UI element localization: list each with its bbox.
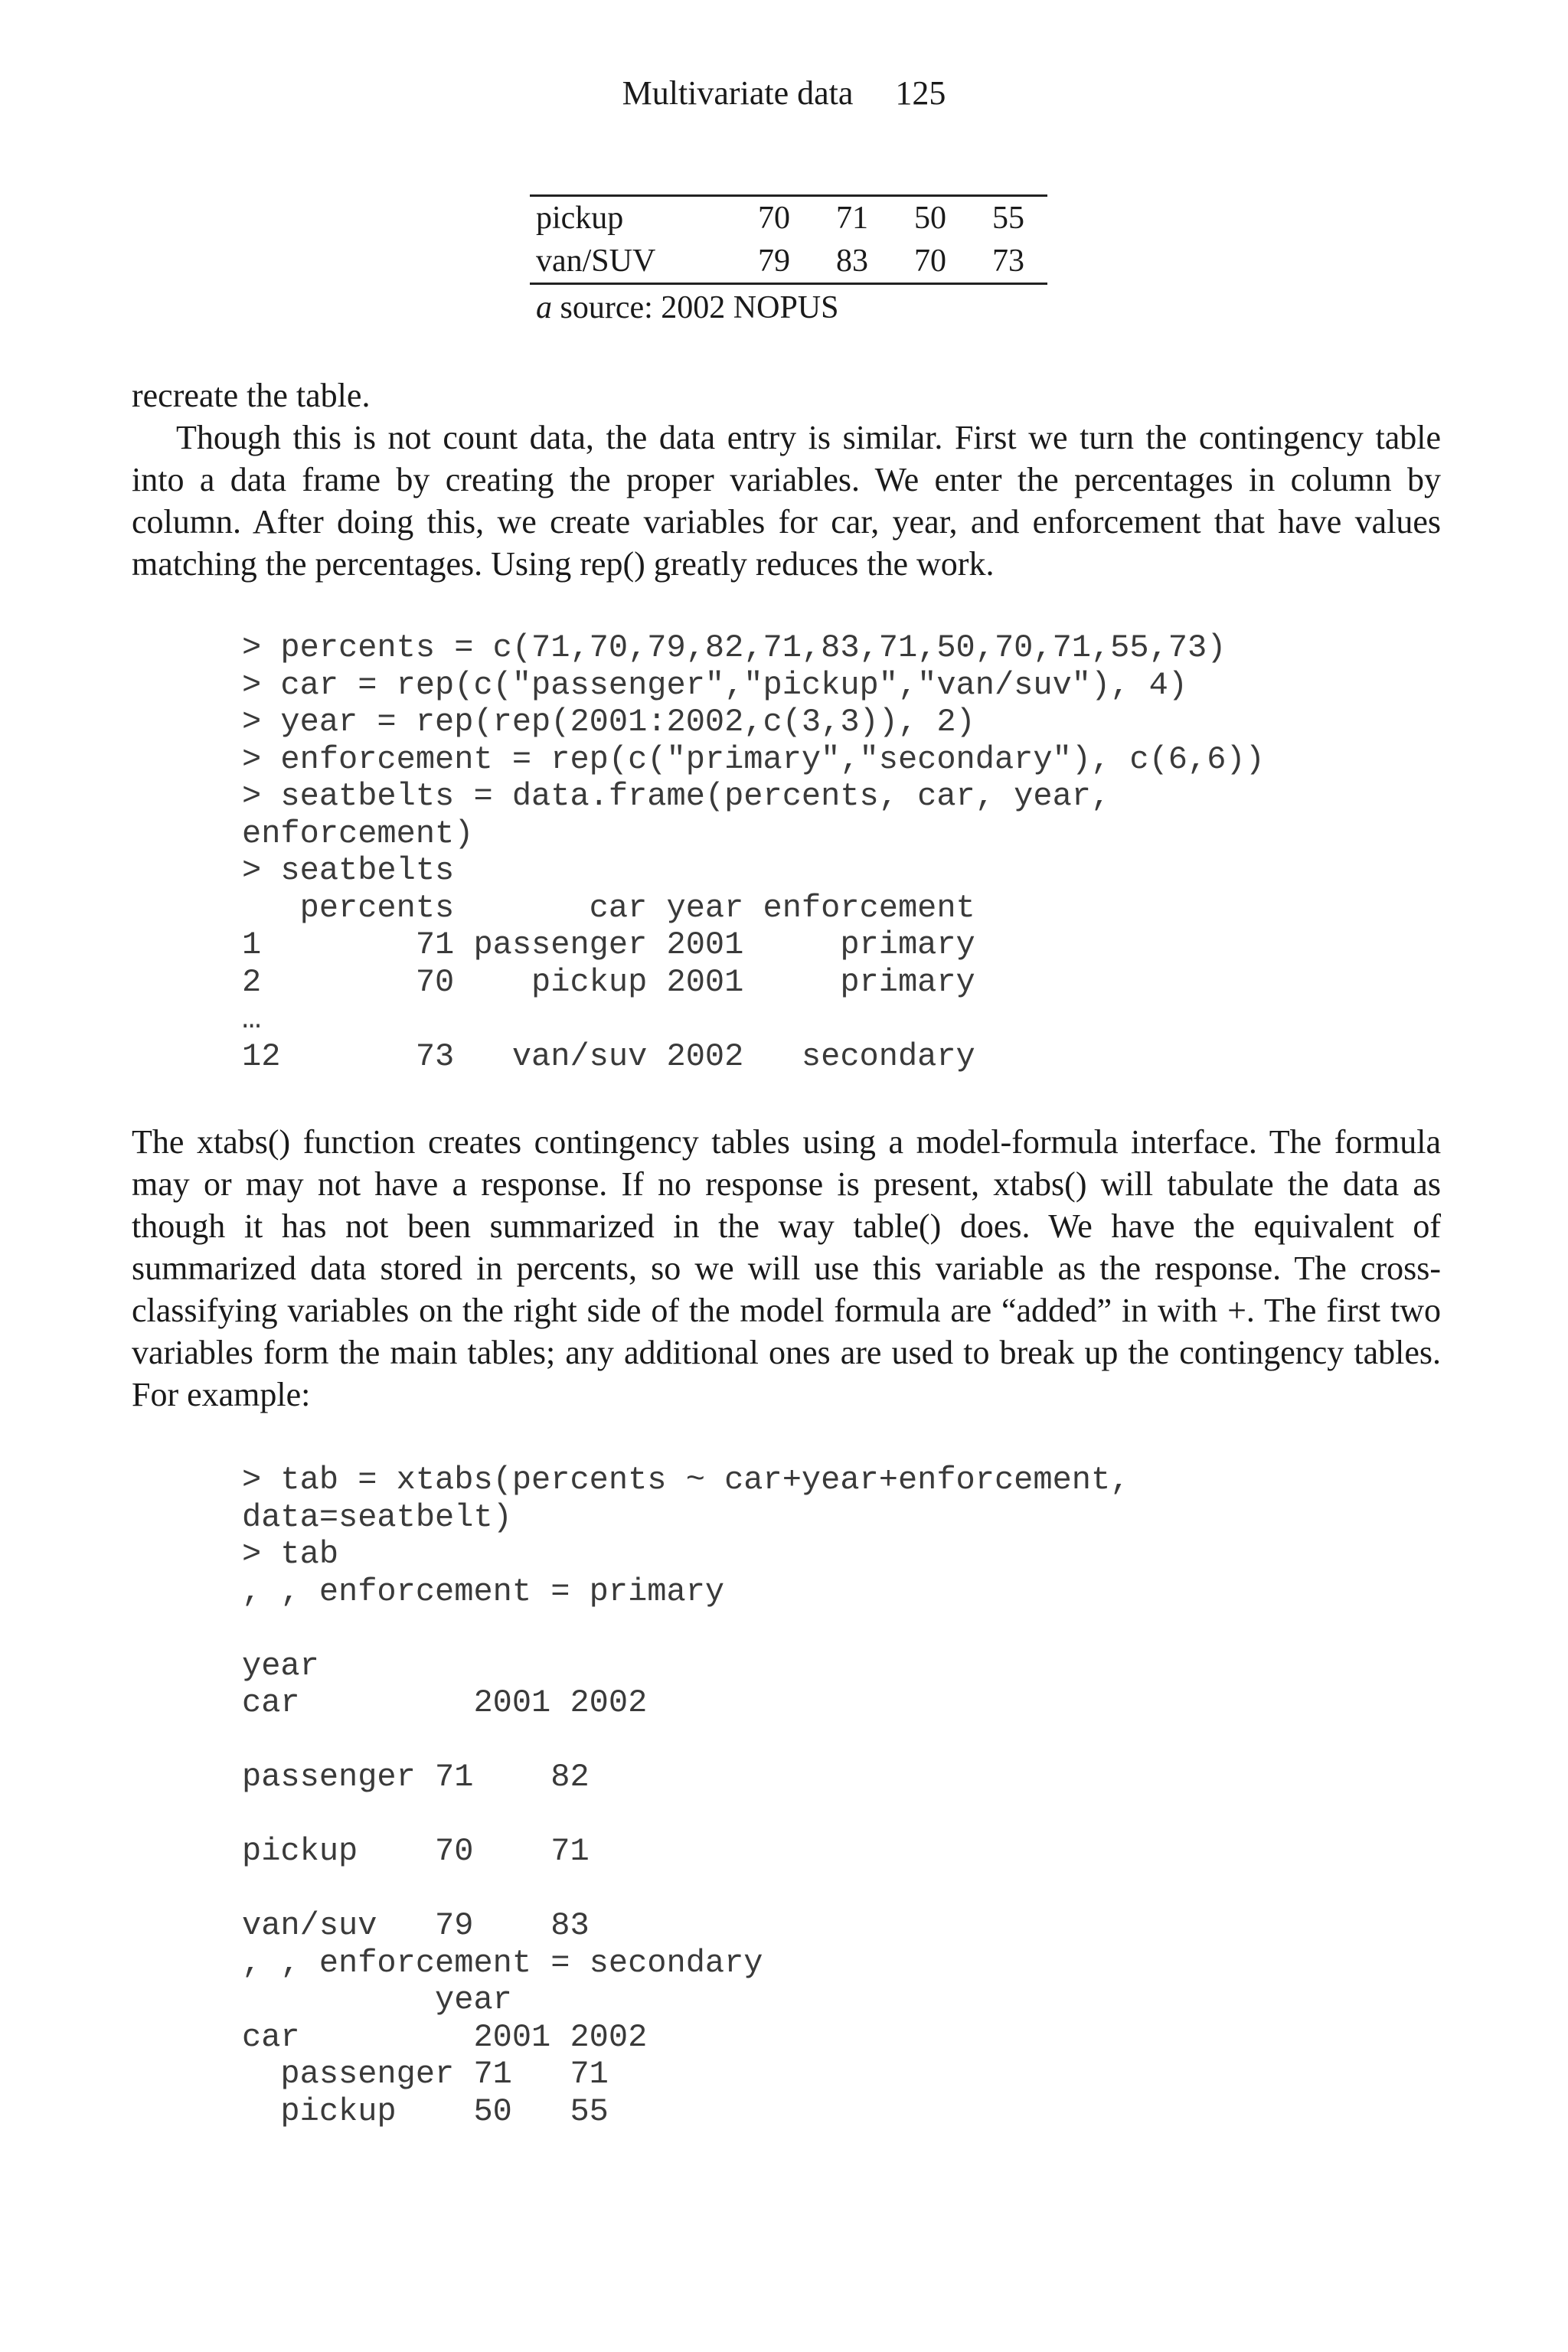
table-cell: 55	[969, 196, 1047, 240]
code-line	[242, 1870, 1129, 1908]
code-line: passenger 71 82	[242, 1759, 590, 1795]
footnote-marker: a	[536, 290, 552, 325]
code-block-dataframe	[242, 629, 1265, 1075]
nopus-table-fragment	[530, 194, 1047, 285]
footnote-text: source: 2002 NOPUS	[552, 290, 839, 325]
row-label: pickup	[530, 196, 735, 240]
code-line: > year = rep(rep(2001:2002,c(3,3)), 2)	[242, 704, 975, 740]
code-line: 2 70 pickup 2001 primary	[242, 963, 975, 1001]
table-source-note	[536, 286, 839, 329]
row-label: van/SUV	[530, 240, 735, 284]
table-cell: 70	[735, 196, 813, 240]
code-line: enforcement)	[242, 815, 474, 852]
table-cell: 73	[969, 240, 1047, 284]
table-row	[530, 240, 1047, 284]
code-line: percents car year enforcement	[242, 889, 975, 926]
code-line: pickup 70 71	[242, 1833, 590, 1870]
code-line: pickup 50 55	[242, 2092, 609, 2130]
code-line: car 2001 2002	[242, 2018, 648, 2056]
code-line: van/suv 79 83	[242, 1907, 590, 1944]
code-line: , , enforcement = primary	[242, 1573, 725, 1610]
table-cell: 71	[813, 196, 891, 240]
paragraph: The xtabs() function creates contingency tables using a model-formula interface. The formula may or may not have a response. If no response is present, xtabs() will tabulate the data as though it has not been summarized in the way table() does. We have the equivalent of summarized data stored in percents, so we will use this variable as the response. The cross-classifying variables on the right side of the model formula are “added” in with +. The first two variables form the main tables; any additional ones are used to break up the contingency tables. For example:	[132, 1123, 1441, 1413]
table-cell: 50	[891, 196, 969, 240]
table-cell: 79	[735, 240, 813, 284]
table-cell: 70	[891, 240, 969, 284]
code-block-xtabs	[242, 1462, 1129, 2130]
code-line: > tab = xtabs(percents ~ car+year+enforcement,	[242, 1462, 1130, 1498]
code-line: > car = rep(c("passenger","pickup","van/suv"), 4)	[242, 666, 1188, 704]
running-header: Multivariate data 125	[622, 74, 946, 112]
paragraph: recreate the table.	[132, 377, 371, 414]
code-line: > tab	[242, 1536, 339, 1573]
code-line: , , enforcement = secondary	[242, 1944, 763, 1981]
code-line	[242, 1610, 1129, 1648]
xtabs-paragraph	[132, 1121, 1441, 1416]
code-line: > percents = c(71,70,79,82,71,83,71,50,70,71,55,73)	[242, 629, 1227, 666]
code-line: > enforcement = rep(c("primary","secondary"), c(6,6))	[242, 740, 1265, 778]
code-line: car 2001 2002	[242, 1684, 648, 1721]
table-row	[530, 196, 1047, 240]
intro-paragraphs	[132, 374, 1441, 585]
code-line: 12 73 van/suv 2002 secondary	[242, 1037, 975, 1075]
code-line: …	[242, 1001, 262, 1037]
code-line	[242, 1796, 1129, 1834]
code-line: year	[242, 1981, 512, 2018]
code-line: data=seatbelt)	[242, 1498, 512, 1536]
code-line: > seatbelts	[242, 852, 455, 889]
code-line: passenger 71 71	[242, 2056, 609, 2092]
code-line	[242, 1722, 1129, 1759]
table-cell: 83	[813, 240, 891, 284]
code-line: year	[242, 1647, 319, 1684]
code-line: 1 71 passenger 2001 primary	[242, 926, 975, 963]
code-line: > seatbelts = data.frame(percents, car, year,	[242, 778, 1111, 815]
paragraph: Though this is not count data, the data entry is similar. First we turn the contingency table into a data frame by creating the proper variables. We enter the percentages in column by column. After doing this, we create variables for car, year, and enforcement that have values matching the percentages. Using rep() greatly reduces the work.	[132, 419, 1441, 583]
